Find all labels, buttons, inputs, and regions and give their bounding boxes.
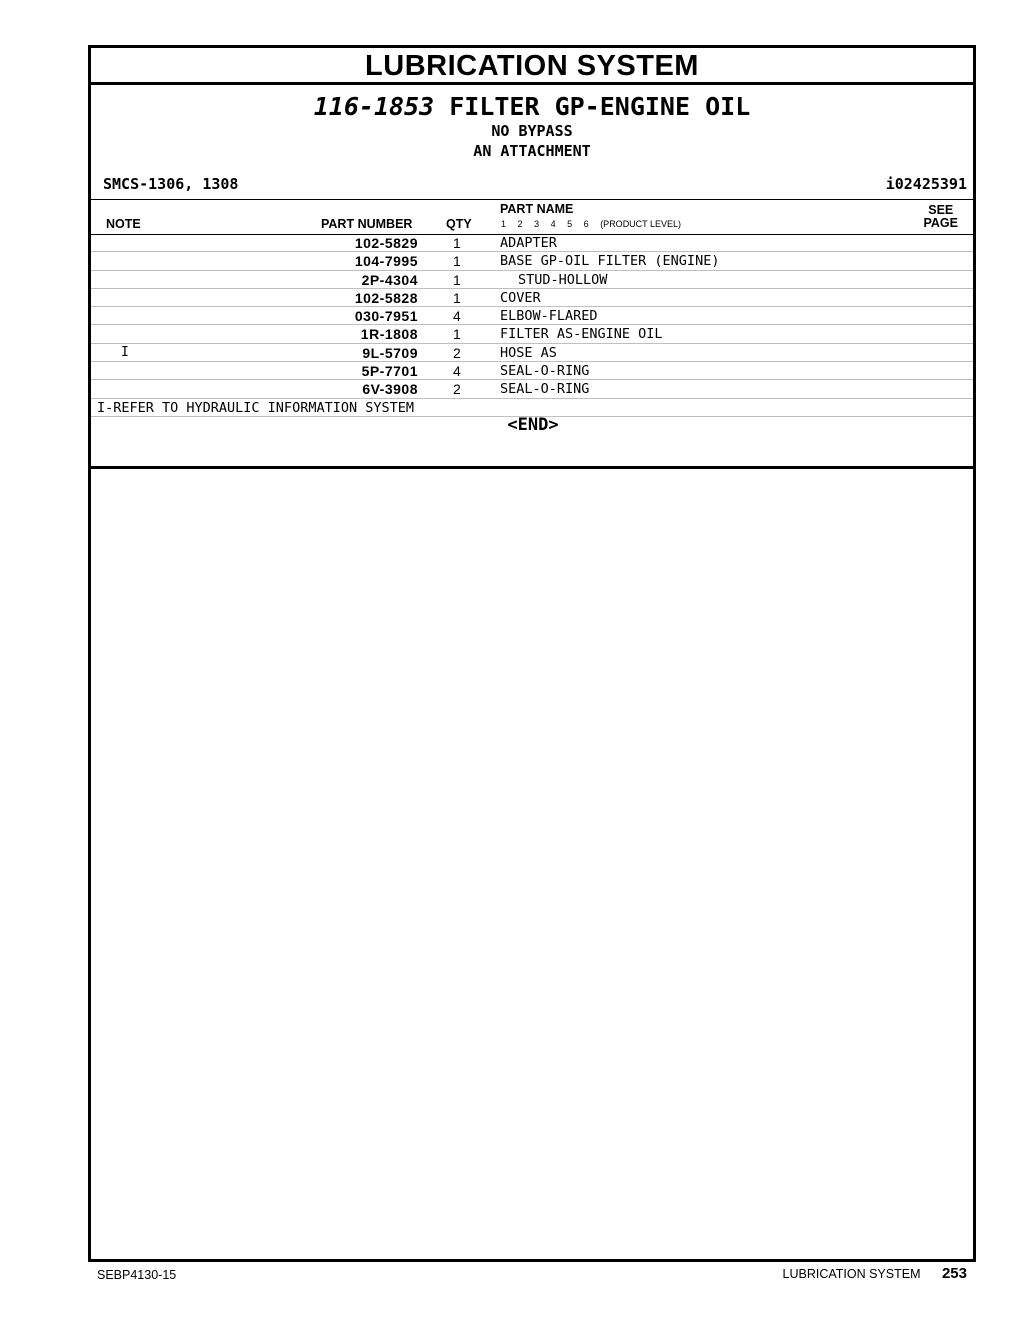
row-part-number: 030-7951 xyxy=(354,308,418,325)
row-qty: 1 xyxy=(453,289,461,306)
table-row xyxy=(91,380,973,398)
page-footer xyxy=(783,1265,968,1282)
row-part-number: 2P-4304 xyxy=(361,271,418,288)
smcs-row xyxy=(103,173,967,195)
row-qty: 2 xyxy=(453,344,461,361)
row-qty: 1 xyxy=(453,253,461,270)
row-part-number: 6V-3908 xyxy=(362,381,418,398)
row-part-number: 9L-5709 xyxy=(362,344,418,361)
page-frame xyxy=(88,45,976,1262)
parts-rows xyxy=(91,234,973,417)
illustration-id: i02425391 xyxy=(885,175,967,193)
table-row xyxy=(91,252,973,270)
header-product-levels xyxy=(501,219,690,229)
table-header xyxy=(91,199,973,235)
group-title xyxy=(91,93,973,121)
row-part-name: FILTER AS-ENGINE OIL xyxy=(500,326,663,343)
row-part-name: BASE GP-OIL FILTER (ENGINE) xyxy=(500,253,720,270)
group-number: 116-1853 xyxy=(313,92,435,121)
row-qty: 1 xyxy=(453,235,461,251)
product-level: 5 xyxy=(567,219,573,229)
page-number: 253 xyxy=(941,1265,967,1282)
smcs-codes: SMCS-1306, 1308 xyxy=(103,175,239,193)
header-part-name: PART NAME xyxy=(500,202,574,216)
doc-number: SEBP4130-15 xyxy=(97,1268,177,1282)
header-part-number: PART NUMBER xyxy=(321,217,413,231)
table-row xyxy=(91,307,973,325)
table-row xyxy=(91,325,973,343)
product-level-label: (PRODUCT LEVEL) xyxy=(600,219,682,229)
row-qty: 4 xyxy=(453,363,461,380)
header-qty: QTY xyxy=(446,217,472,231)
row-part-number: 104-7995 xyxy=(354,253,418,270)
row-note: I xyxy=(121,344,129,360)
header-see: SEE xyxy=(928,203,954,217)
table-row xyxy=(91,289,973,307)
table-row xyxy=(91,271,973,289)
group-subline: AN ATTACHMENT xyxy=(473,142,591,160)
product-level: 3 xyxy=(534,219,540,229)
row-part-name: ELBOW-FLARED xyxy=(500,308,598,325)
row-qty: 1 xyxy=(453,326,461,343)
table-row xyxy=(91,362,973,380)
row-part-number: 102-5829 xyxy=(354,235,418,251)
header-page: PAGE xyxy=(923,216,958,230)
footer-section: LUBRICATION SYSTEM xyxy=(782,1267,921,1281)
product-level: 6 xyxy=(583,219,589,229)
row-part-number: 102-5828 xyxy=(354,289,418,306)
table-row xyxy=(91,344,973,362)
product-level: 4 xyxy=(550,219,556,229)
row-part-name: ADAPTER xyxy=(500,235,557,251)
row-qty: 4 xyxy=(453,308,461,325)
row-qty: 1 xyxy=(453,271,461,288)
row-part-name: STUD-HOLLOW xyxy=(518,271,608,288)
parts-group xyxy=(91,93,973,469)
section-title: LUBRICATION SYSTEM xyxy=(91,48,973,85)
group-subline: NO BYPASS xyxy=(491,122,573,140)
row-part-name: SEAL-O-RING xyxy=(500,381,590,398)
header-see-page xyxy=(924,204,959,230)
footnote: I-REFER TO HYDRAULIC INFORMATION SYSTEM xyxy=(91,399,973,417)
product-level: 2 xyxy=(517,219,523,229)
row-part-number: 5P-7701 xyxy=(361,363,418,380)
row-part-name: COVER xyxy=(500,289,541,306)
group-name: FILTER GP-ENGINE OIL xyxy=(449,92,751,121)
row-part-number: 1R-1808 xyxy=(360,326,418,343)
table-row xyxy=(91,234,973,252)
row-part-name: HOSE AS xyxy=(500,344,557,361)
row-part-name: SEAL-O-RING xyxy=(500,363,590,380)
header-note: NOTE xyxy=(106,217,141,231)
end-marker: <END> xyxy=(507,415,559,435)
product-level: 1 xyxy=(501,219,507,229)
row-qty: 2 xyxy=(453,381,461,398)
